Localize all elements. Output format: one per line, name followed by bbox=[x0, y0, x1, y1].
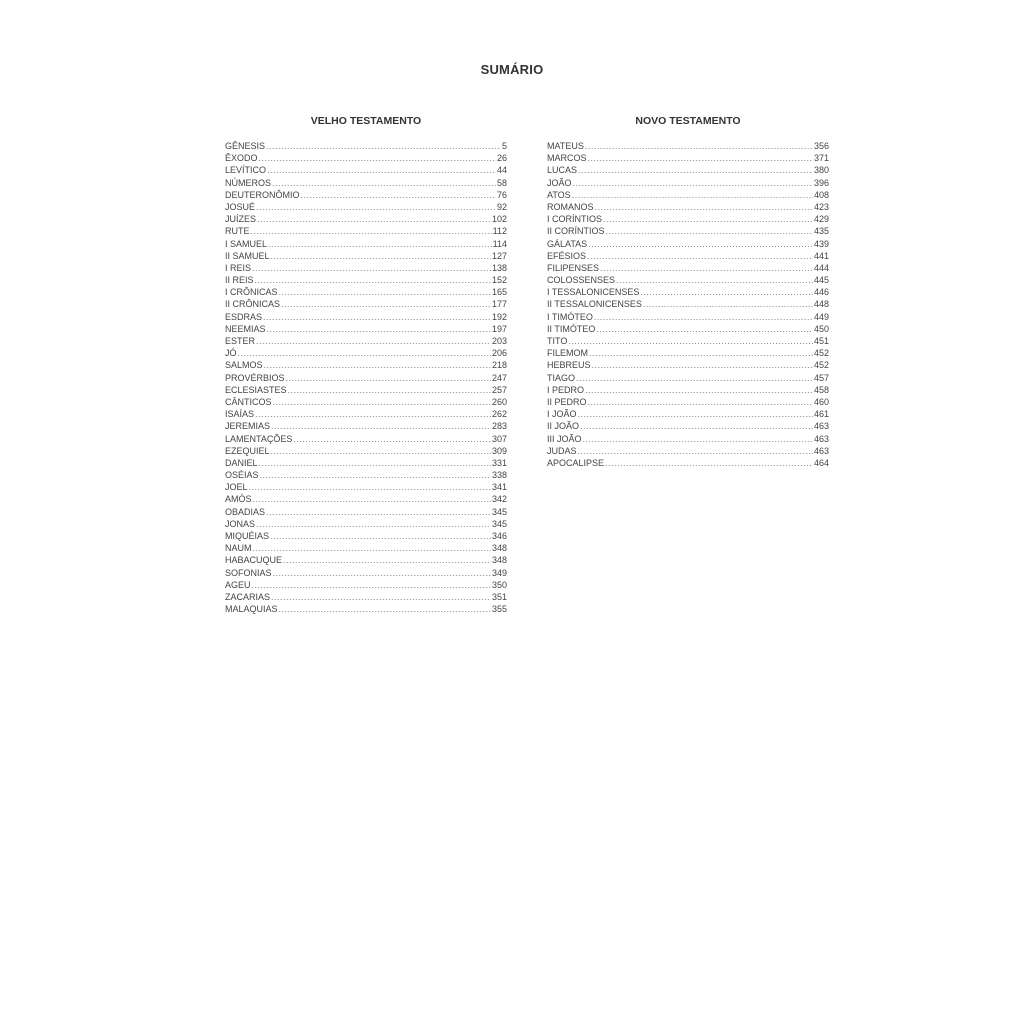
toc-dot-leader bbox=[256, 201, 496, 213]
toc-entry bbox=[547, 152, 829, 164]
toc-dot-leader bbox=[251, 225, 492, 237]
toc-entry bbox=[225, 347, 507, 359]
toc-entry-page-number: 463 bbox=[813, 433, 829, 444]
toc-dot-leader bbox=[267, 323, 491, 335]
toc-entry-book-name: APOCALIPSE bbox=[547, 457, 605, 468]
toc-dot-leader bbox=[271, 591, 491, 603]
new-testament-section bbox=[547, 114, 829, 469]
toc-entry bbox=[547, 396, 829, 408]
toc-entry-book-name: LAMENTAÇÕES bbox=[225, 433, 293, 444]
toc-entry bbox=[547, 189, 829, 201]
toc-dot-leader bbox=[252, 262, 491, 274]
toc-entry-book-name: NAUM bbox=[225, 543, 252, 554]
toc-entry-book-name: II CORÍNTIOS bbox=[547, 226, 605, 237]
toc-entry-book-name: ESDRAS bbox=[225, 311, 263, 322]
page-title: SUMÁRIO bbox=[480, 62, 544, 77]
toc-dot-leader bbox=[288, 384, 491, 396]
toc-entry bbox=[225, 189, 507, 201]
toc-entry bbox=[547, 286, 829, 298]
toc-dot-leader bbox=[301, 189, 496, 201]
toc-dot-leader bbox=[605, 457, 813, 469]
toc-entry-book-name: JOSUÉ bbox=[225, 201, 256, 212]
toc-entry-page-number: 309 bbox=[491, 445, 507, 456]
toc-entry-page-number: 341 bbox=[491, 482, 507, 493]
toc-dot-leader bbox=[573, 177, 813, 189]
toc-entry-page-number: 439 bbox=[813, 238, 829, 249]
toc-entry-page-number: 331 bbox=[491, 457, 507, 468]
toc-dot-leader bbox=[572, 189, 813, 201]
toc-entry-book-name: OBADIAS bbox=[225, 506, 266, 517]
toc-dot-leader bbox=[589, 347, 813, 359]
toc-entry bbox=[225, 213, 507, 225]
toc-entry-page-number: 283 bbox=[491, 421, 507, 432]
toc-entry-book-name: HEBREUS bbox=[547, 360, 591, 371]
old-testament-section bbox=[225, 114, 507, 615]
toc-entry bbox=[547, 225, 829, 237]
toc-entry-book-name: DANIEL bbox=[225, 457, 258, 468]
toc-entry-page-number: 177 bbox=[491, 299, 507, 310]
toc-entry-book-name: JÓ bbox=[225, 348, 237, 359]
toc-dot-leader bbox=[271, 250, 491, 262]
toc-entry-book-name: II SAMUEL bbox=[225, 250, 270, 261]
toc-entry-book-name: I SAMUEL bbox=[225, 238, 268, 249]
toc-entry bbox=[225, 250, 507, 262]
toc-entry-book-name: SALMOS bbox=[225, 360, 263, 371]
toc-entry-page-number: 452 bbox=[813, 348, 829, 359]
toc-entry-book-name: GÁLATAS bbox=[547, 238, 588, 249]
toc-entry-page-number: 356 bbox=[813, 141, 829, 151]
toc-entry bbox=[225, 530, 507, 542]
toc-entry-page-number: 138 bbox=[491, 262, 507, 273]
toc-entry-page-number: 458 bbox=[813, 384, 829, 395]
toc-entry bbox=[225, 164, 507, 176]
toc-dot-leader bbox=[588, 238, 813, 250]
toc-entry-page-number: 429 bbox=[813, 214, 829, 225]
toc-entry-page-number: 44 bbox=[496, 165, 507, 176]
toc-dot-leader bbox=[253, 542, 491, 554]
toc-entry-page-number: 464 bbox=[813, 457, 829, 468]
toc-dot-leader bbox=[578, 164, 813, 176]
toc-dot-leader bbox=[266, 140, 501, 152]
toc-entry bbox=[547, 298, 829, 310]
toc-entry bbox=[547, 347, 829, 359]
toc-entry-book-name: II TIMÓTEO bbox=[547, 323, 596, 334]
toc-entry-book-name: AGEU bbox=[225, 579, 251, 590]
toc-entry bbox=[225, 457, 507, 469]
toc-entry-book-name: RUTE bbox=[225, 226, 250, 237]
toc-dot-leader bbox=[272, 177, 496, 189]
toc-entry-book-name: II CRÔNICAS bbox=[225, 299, 281, 310]
toc-entry-page-number: 345 bbox=[491, 518, 507, 529]
toc-dot-leader bbox=[600, 262, 813, 274]
toc-dot-leader bbox=[585, 140, 813, 152]
toc-entry-book-name: MALAQUIAS bbox=[225, 604, 278, 615]
toc-entry bbox=[225, 225, 507, 237]
toc-dot-leader bbox=[238, 347, 491, 359]
toc-entry bbox=[225, 274, 507, 286]
toc-dot-leader bbox=[616, 274, 813, 286]
toc-entry-book-name: HABACUQUE bbox=[225, 555, 283, 566]
toc-dot-leader bbox=[643, 298, 813, 310]
toc-entry bbox=[225, 177, 507, 189]
toc-entry-page-number: 408 bbox=[813, 189, 829, 200]
toc-entry-book-name: NEEMIAS bbox=[225, 323, 266, 334]
toc-dot-leader bbox=[596, 323, 813, 335]
toc-dot-leader bbox=[293, 433, 491, 445]
toc-entry-book-name: DEUTERONÔMIO bbox=[225, 189, 300, 200]
toc-dot-leader bbox=[273, 567, 491, 579]
toc-entry-book-name: FILEMOM bbox=[547, 348, 589, 359]
toc-entry-page-number: 463 bbox=[813, 445, 829, 456]
toc-entry-book-name: EZEQUIEL bbox=[225, 445, 270, 456]
toc-entry-page-number: 247 bbox=[491, 372, 507, 383]
toc-dot-leader bbox=[578, 445, 813, 457]
toc-entry-book-name: II PEDRO bbox=[547, 396, 587, 407]
toc-entry-page-number: 257 bbox=[491, 384, 507, 395]
toc-entry-book-name: I PEDRO bbox=[547, 384, 585, 395]
toc-entry bbox=[225, 396, 507, 408]
toc-entry bbox=[225, 481, 507, 493]
toc-entry-book-name: JOEL bbox=[225, 482, 248, 493]
toc-entry bbox=[225, 298, 507, 310]
toc-dot-leader bbox=[279, 286, 491, 298]
toc-dot-leader bbox=[281, 298, 491, 310]
toc-entry bbox=[225, 323, 507, 335]
toc-dot-leader bbox=[587, 250, 813, 262]
toc-dot-leader bbox=[271, 445, 491, 457]
toc-dot-leader bbox=[266, 506, 491, 518]
toc-entry-page-number: 58 bbox=[496, 177, 507, 188]
toc-entry-book-name: EFÉSIOS bbox=[547, 250, 587, 261]
toc-entry-page-number: 112 bbox=[492, 226, 507, 237]
toc-dot-leader bbox=[255, 274, 491, 286]
toc-entry bbox=[225, 286, 507, 298]
toc-entry-page-number: 445 bbox=[813, 275, 829, 286]
toc-entry-book-name: MATEUS bbox=[547, 141, 584, 151]
toc-dot-leader bbox=[578, 408, 813, 420]
toc-entry-book-name: ESTER bbox=[225, 336, 256, 346]
toc-dot-leader bbox=[260, 469, 491, 481]
toc-entry-book-name: MARCOS bbox=[547, 153, 587, 164]
toc-entry-book-name: SOFONIAS bbox=[225, 567, 272, 578]
toc-entry-book-name: ROMANOS bbox=[547, 201, 594, 212]
new-testament-list bbox=[547, 140, 829, 469]
toc-entry-book-name: LEVÍTICO bbox=[225, 165, 267, 176]
toc-dot-leader bbox=[267, 164, 496, 176]
toc-entry bbox=[547, 445, 829, 457]
toc-entry-book-name: II TESSALONICENSES bbox=[547, 299, 642, 310]
toc-entry-page-number: 435 bbox=[813, 226, 829, 237]
toc-entry bbox=[225, 201, 507, 213]
toc-entry-page-number: 463 bbox=[813, 421, 829, 432]
toc-dot-leader bbox=[640, 286, 813, 298]
toc-entry bbox=[547, 359, 829, 371]
old-testament-list bbox=[225, 140, 507, 615]
toc-entry-book-name: I CRÔNICAS bbox=[225, 287, 278, 298]
old-testament-heading: VELHO TESTAMENTO bbox=[310, 115, 422, 127]
toc-dot-leader bbox=[576, 372, 813, 384]
toc-entry-page-number: 192 bbox=[491, 311, 507, 322]
toc-entry-book-name: CÂNTICOS bbox=[225, 396, 272, 407]
toc-entry bbox=[225, 567, 507, 579]
toc-entry bbox=[225, 420, 507, 432]
toc-entry-book-name: PROVÉRBIOS bbox=[225, 372, 285, 383]
toc-entry-page-number: 26 bbox=[496, 153, 507, 164]
toc-entry-page-number: 5 bbox=[501, 141, 507, 151]
toc-entry bbox=[225, 603, 507, 615]
toc-dot-leader bbox=[588, 396, 813, 408]
toc-entry bbox=[225, 433, 507, 445]
toc-entry-page-number: 114 bbox=[492, 238, 507, 249]
toc-dot-leader bbox=[592, 359, 813, 371]
toc-dot-leader bbox=[595, 201, 813, 213]
toc-entry-page-number: 348 bbox=[491, 543, 507, 554]
toc-entry bbox=[225, 493, 507, 505]
toc-entry bbox=[547, 213, 829, 225]
toc-entry-page-number: 441 bbox=[813, 250, 829, 261]
toc-entry-book-name: ZACARIAS bbox=[225, 591, 271, 602]
toc-entry-page-number: 76 bbox=[496, 189, 507, 200]
toc-entry-page-number: 450 bbox=[813, 323, 829, 334]
toc-entry-book-name: I REIS bbox=[225, 262, 252, 273]
toc-entry bbox=[225, 445, 507, 457]
toc-entry-page-number: 127 bbox=[491, 250, 507, 261]
toc-dot-leader bbox=[257, 213, 491, 225]
toc-entry-page-number: 346 bbox=[491, 531, 507, 541]
toc-dot-leader bbox=[256, 335, 491, 347]
toc-dot-leader bbox=[286, 372, 491, 384]
toc-dot-leader bbox=[271, 420, 491, 432]
toc-entry bbox=[225, 579, 507, 591]
toc-entry-page-number: 444 bbox=[813, 262, 829, 273]
toc-dot-leader bbox=[253, 493, 491, 505]
toc-dot-leader bbox=[249, 481, 491, 493]
toc-entry-book-name: I CORÍNTIOS bbox=[547, 214, 603, 225]
toc-entry-book-name: II REIS bbox=[225, 275, 254, 286]
toc-entry-book-name: COLOSSENSES bbox=[547, 275, 616, 286]
toc-entry-page-number: 342 bbox=[491, 494, 507, 505]
toc-entry-page-number: 338 bbox=[491, 470, 507, 481]
toc-entry bbox=[225, 518, 507, 530]
toc-entry bbox=[225, 140, 507, 152]
toc-entry-page-number: 152 bbox=[491, 275, 507, 286]
toc-dot-leader bbox=[270, 530, 491, 542]
toc-entry-book-name: JUDAS bbox=[547, 445, 577, 456]
toc-entry bbox=[225, 152, 507, 164]
toc-entry-book-name: FILIPENSES bbox=[547, 262, 600, 273]
toc-entry-book-name: ECLESIASTES bbox=[225, 384, 287, 395]
toc-entry bbox=[547, 177, 829, 189]
toc-entry-book-name: JEREMIAS bbox=[225, 421, 271, 432]
toc-dot-leader bbox=[268, 238, 492, 250]
toc-entry-book-name: MIQUÉIAS bbox=[225, 531, 270, 541]
toc-entry bbox=[225, 335, 507, 347]
toc-entry-page-number: 218 bbox=[491, 360, 507, 371]
toc-entry-page-number: 260 bbox=[491, 396, 507, 407]
toc-entry-book-name: NÚMEROS bbox=[225, 177, 272, 188]
toc-dot-leader bbox=[263, 311, 491, 323]
new-testament-heading: NOVO TESTAMENTO bbox=[635, 115, 741, 127]
toc-dot-leader bbox=[283, 554, 491, 566]
toc-entry-page-number: 350 bbox=[491, 579, 507, 590]
toc-dot-leader bbox=[259, 152, 496, 164]
toc-entry-page-number: 203 bbox=[491, 336, 507, 346]
toc-entry-book-name: TIAGO bbox=[547, 372, 576, 383]
toc-entry bbox=[225, 372, 507, 384]
toc-entry bbox=[225, 359, 507, 371]
toc-entry-book-name: ISAÍAS bbox=[225, 409, 255, 420]
toc-entry-page-number: 197 bbox=[491, 323, 507, 334]
toc-entry-book-name: I TIMÓTEO bbox=[547, 311, 593, 322]
toc-entry-page-number: 460 bbox=[813, 396, 829, 407]
toc-dot-leader bbox=[585, 384, 813, 396]
toc-entry bbox=[547, 372, 829, 384]
toc-entry-book-name: ÊXODO bbox=[225, 153, 258, 164]
toc-dot-leader bbox=[252, 579, 491, 591]
toc-dot-leader bbox=[255, 408, 491, 420]
toc-dot-leader bbox=[256, 518, 491, 530]
toc-entry-page-number: 102 bbox=[491, 214, 507, 225]
toc-entry bbox=[547, 420, 829, 432]
toc-entry-page-number: 351 bbox=[491, 591, 507, 602]
toc-dot-leader bbox=[259, 457, 491, 469]
toc-dot-leader bbox=[606, 225, 813, 237]
toc-entry-book-name: TITO bbox=[547, 336, 568, 346]
toc-entry bbox=[547, 164, 829, 176]
toc-entry-book-name: I JOÃO bbox=[547, 409, 577, 420]
toc-dot-leader bbox=[580, 420, 813, 432]
toc-entry-page-number: 349 bbox=[491, 567, 507, 578]
toc-dot-leader bbox=[568, 335, 813, 347]
toc-entry-page-number: 446 bbox=[813, 287, 829, 298]
toc-entry-page-number: 461 bbox=[813, 409, 829, 420]
toc-entry bbox=[225, 591, 507, 603]
toc-entry bbox=[547, 311, 829, 323]
toc-entry-book-name: I TESSALONICENSES bbox=[547, 287, 640, 298]
toc-entry-page-number: 451 bbox=[813, 336, 829, 346]
toc-entry-page-number: 396 bbox=[813, 177, 829, 188]
toc-entry-book-name: JOÃO bbox=[547, 177, 572, 188]
toc-dot-leader bbox=[279, 603, 491, 615]
toc-entry bbox=[547, 433, 829, 445]
toc-dot-leader bbox=[603, 213, 813, 225]
toc-entry-book-name: ATOS bbox=[547, 189, 571, 200]
toc-entry-book-name: III JOÃO bbox=[547, 433, 582, 444]
toc-entry bbox=[225, 262, 507, 274]
toc-entry-page-number: 371 bbox=[813, 153, 829, 164]
toc-entry-page-number: 262 bbox=[491, 409, 507, 420]
toc-entry-book-name: LUCAS bbox=[547, 165, 578, 176]
toc-entry-page-number: 380 bbox=[813, 165, 829, 176]
toc-entry bbox=[547, 408, 829, 420]
toc-entry-book-name: JUÍZES bbox=[225, 214, 257, 225]
toc-entry-page-number: 452 bbox=[813, 360, 829, 371]
toc-entry bbox=[225, 542, 507, 554]
toc-entry bbox=[547, 335, 829, 347]
toc-entry bbox=[225, 554, 507, 566]
toc-entry bbox=[547, 274, 829, 286]
toc-entry-page-number: 423 bbox=[813, 201, 829, 212]
toc-entry-book-name: II JOÃO bbox=[547, 421, 580, 432]
toc-entry bbox=[547, 384, 829, 396]
toc-entry bbox=[547, 323, 829, 335]
toc-entry-page-number: 449 bbox=[813, 311, 829, 322]
toc-entry bbox=[225, 384, 507, 396]
toc-dot-leader bbox=[583, 433, 813, 445]
toc-entry bbox=[225, 238, 507, 250]
toc-entry bbox=[547, 262, 829, 274]
toc-entry-page-number: 165 bbox=[491, 287, 507, 298]
toc-entry bbox=[225, 469, 507, 481]
toc-dot-leader bbox=[273, 396, 491, 408]
toc-entry bbox=[225, 506, 507, 518]
toc-entry-page-number: 307 bbox=[491, 433, 507, 444]
toc-entry-page-number: 345 bbox=[491, 506, 507, 517]
toc-entry-page-number: 92 bbox=[496, 201, 507, 212]
toc-entry-page-number: 348 bbox=[491, 555, 507, 566]
toc-entry-book-name: OSÉIAS bbox=[225, 470, 259, 481]
toc-entry-book-name: JONAS bbox=[225, 518, 256, 529]
toc-entry bbox=[547, 457, 829, 469]
toc-entry bbox=[547, 201, 829, 213]
toc-entry-page-number: 457 bbox=[813, 372, 829, 383]
toc-entry bbox=[547, 238, 829, 250]
toc-entry-book-name: AMÓS bbox=[225, 494, 252, 505]
toc-entry-page-number: 355 bbox=[491, 604, 507, 615]
toc-entry-page-number: 206 bbox=[491, 348, 507, 359]
toc-entry-book-name: GÊNESIS bbox=[225, 141, 266, 151]
toc-entry-page-number: 448 bbox=[813, 299, 829, 310]
toc-entry bbox=[547, 250, 829, 262]
toc-entry bbox=[225, 311, 507, 323]
toc-dot-leader bbox=[264, 359, 491, 371]
toc-entry bbox=[225, 408, 507, 420]
toc-dot-leader bbox=[588, 152, 813, 164]
toc-dot-leader bbox=[594, 311, 813, 323]
toc-entry bbox=[547, 140, 829, 152]
